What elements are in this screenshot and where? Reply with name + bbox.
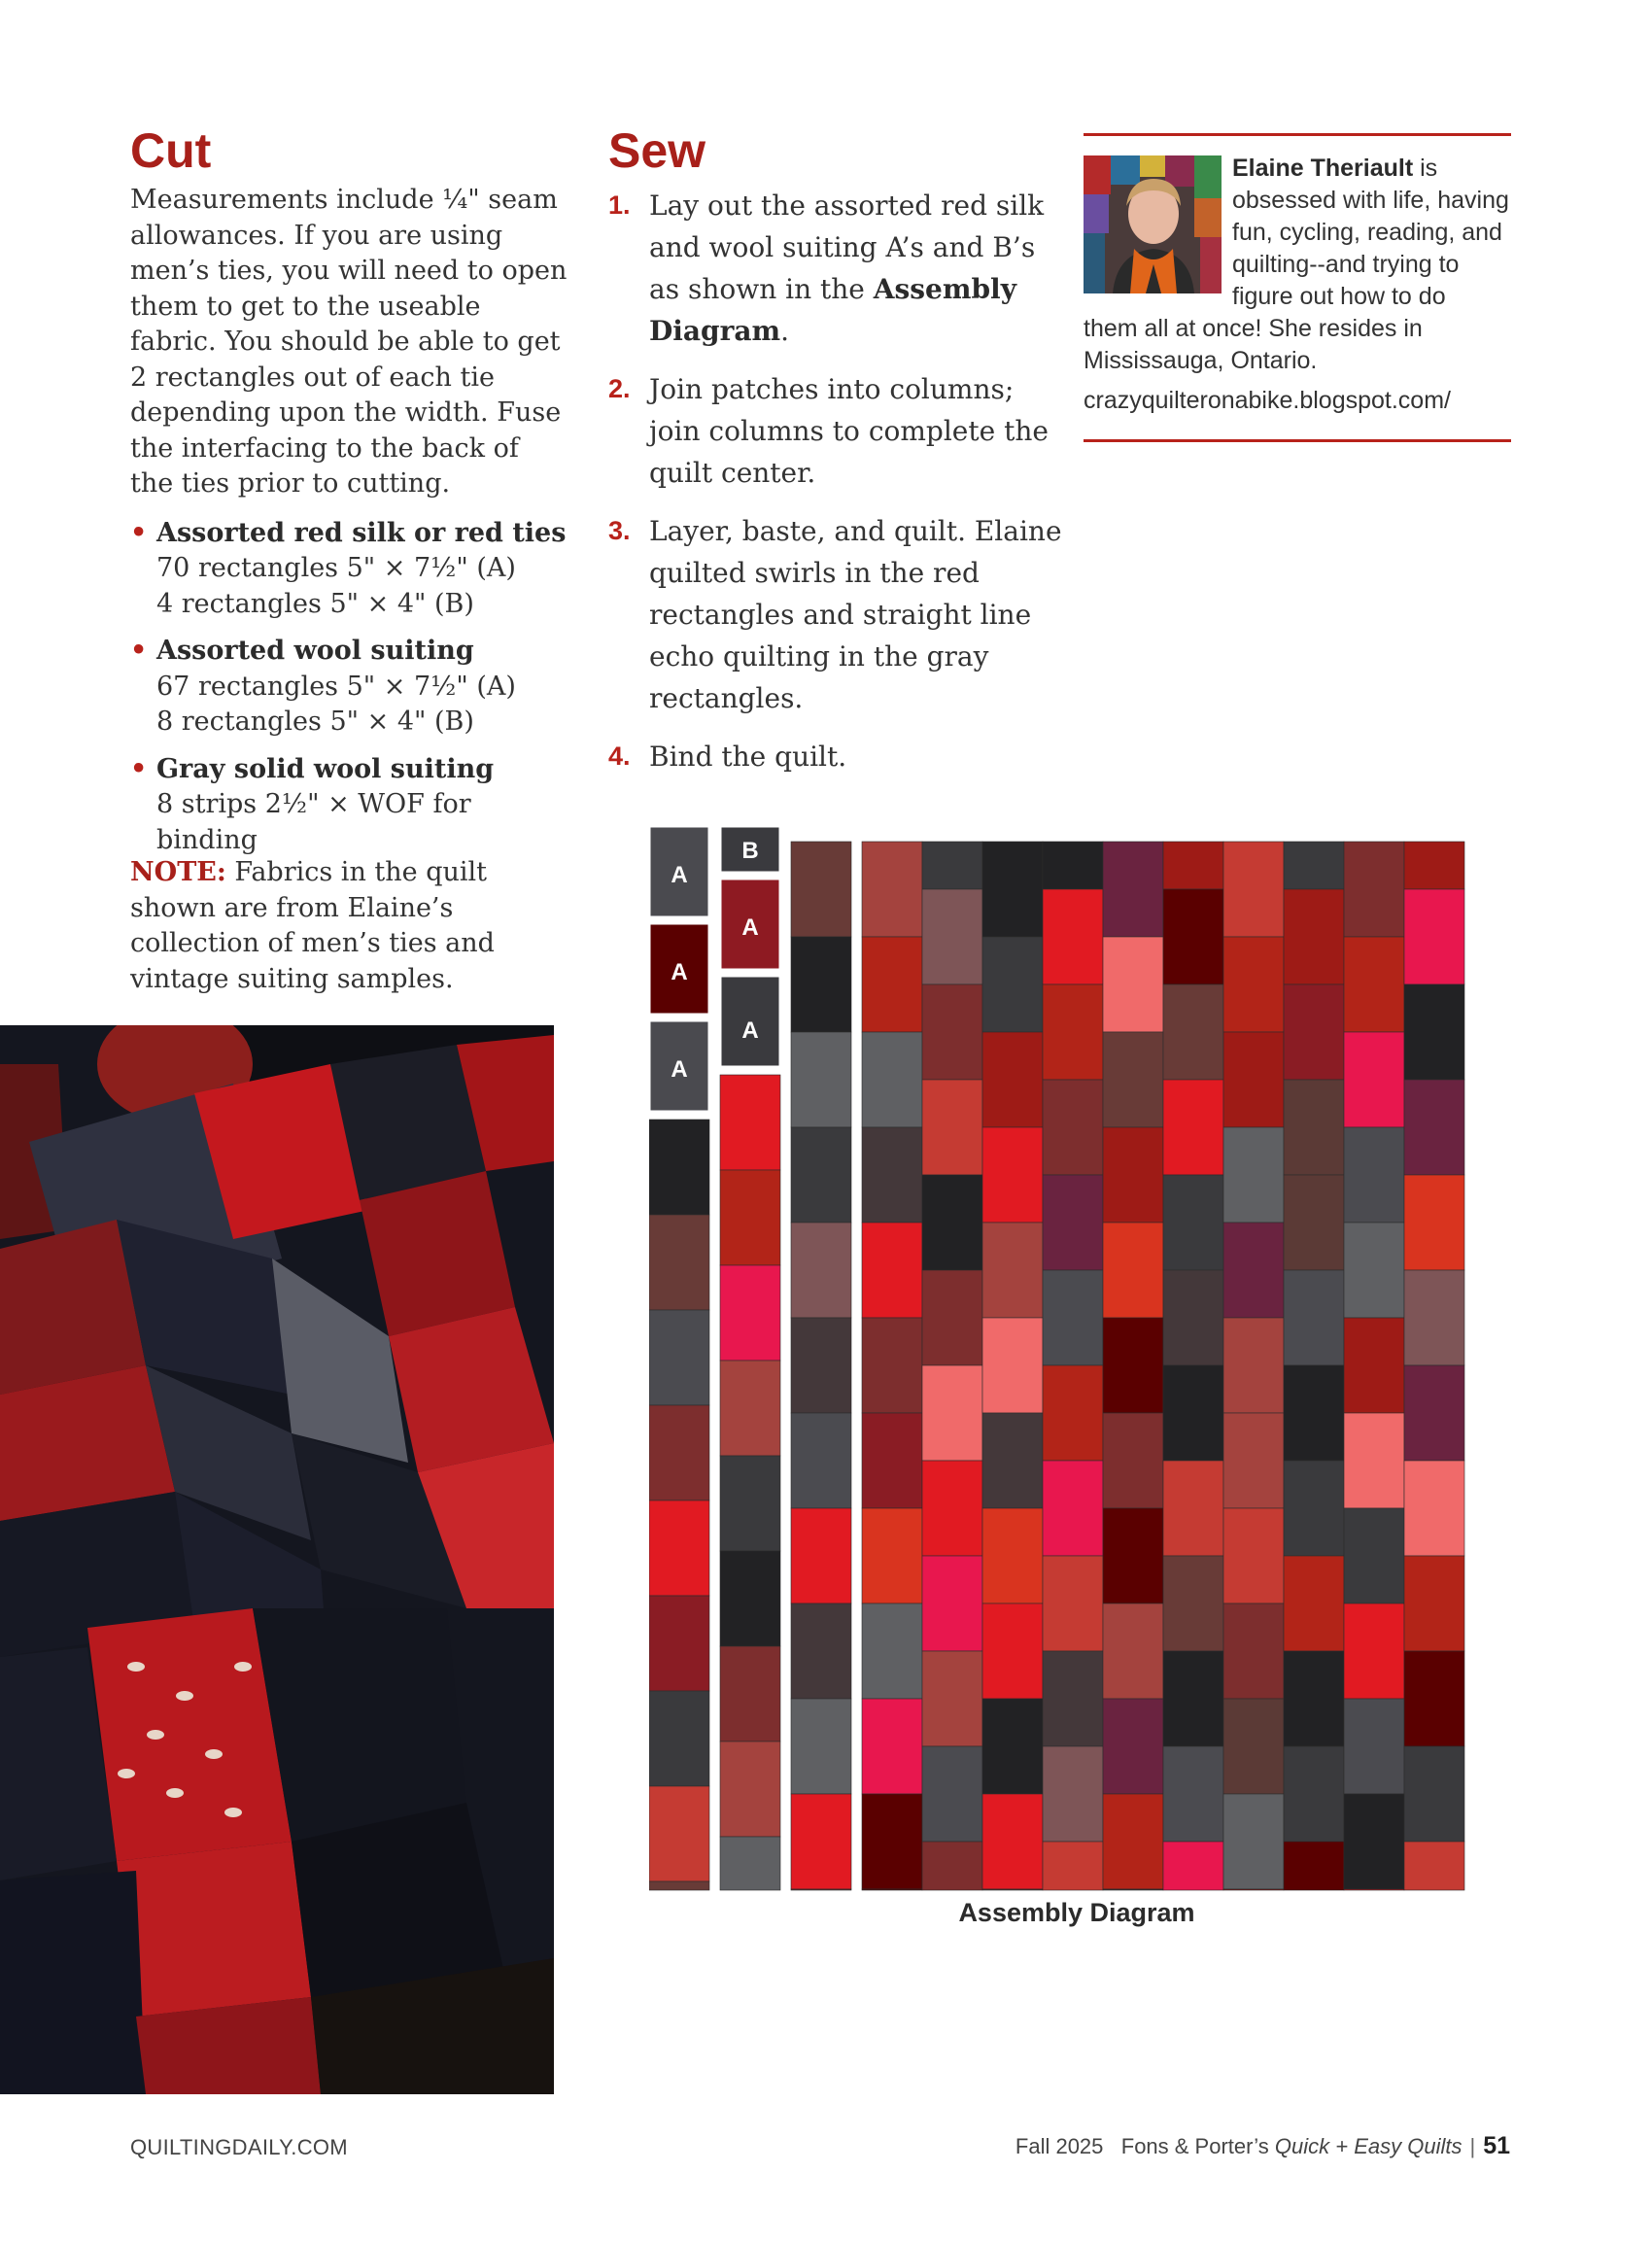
quilt-patch (1223, 842, 1284, 937)
quilt-patch (862, 1032, 922, 1127)
quilt-patch (922, 1651, 982, 1746)
quilt-patch (791, 1127, 851, 1223)
quilt-patch (1344, 842, 1404, 937)
quilt-patch (862, 1223, 922, 1318)
cut-item-fabric: Assorted wool suiting (156, 636, 474, 666)
quilt-patch (1043, 1080, 1103, 1175)
quilt-photo (0, 1025, 554, 2094)
quilt-patch (1284, 1746, 1344, 1842)
quilt-patch (862, 1127, 922, 1223)
quilt-patch (1163, 1270, 1223, 1365)
quilt-patch (1223, 1508, 1284, 1603)
quilt-patch (1103, 1889, 1163, 1890)
author-bio (1084, 133, 1511, 442)
sew-section (608, 123, 1065, 794)
quilt-patch (922, 1842, 982, 1890)
quilt-patch (720, 1837, 780, 1890)
bio-text-part2: them all at once! She resides in Mississauga, Ontario. (1084, 315, 1423, 374)
quilt-patch (791, 1413, 851, 1508)
cut-item-line: 8 rectangles 5" × 4" (B) (156, 707, 474, 737)
cut-intro: Measurements include ¼" seam allowances. If you are using men’s ties, you will need to open them to get to the useable fabric. You should be able to get 2 rectangles out of each tie depending upon the width. Fuse the interfacing to the back of the ties prior to cutting. (130, 185, 568, 499)
quilt-patch (1404, 984, 1464, 1080)
quilt-patch (1404, 1556, 1464, 1651)
quilt-patch (1103, 1794, 1163, 1889)
quilt-patch (982, 1508, 1043, 1603)
cut-item-line: 4 rectangles 5" × 4" (B) (156, 588, 474, 619)
quilt-patch (1404, 1461, 1464, 1556)
quilt-patch (1284, 1270, 1344, 1365)
quilt-patch (1344, 1889, 1404, 1890)
quilt-patch (1284, 1175, 1344, 1270)
quilt-patch (1404, 1270, 1464, 1365)
quilt-patch (1344, 1223, 1404, 1318)
quilt-patch (1103, 1032, 1163, 1127)
cut-item (130, 752, 568, 859)
author-name: Elaine Theriault (1232, 155, 1414, 182)
footer-site[interactable]: QUILTINGDAILY.COM (130, 2135, 348, 2159)
quilt-patch (922, 1080, 982, 1175)
quilt-patch (1223, 1603, 1284, 1699)
quilt-patch (649, 1405, 709, 1500)
quilt-patch (1103, 1603, 1163, 1699)
footer-separator: | (1469, 2134, 1476, 2158)
quilt-patch (1103, 842, 1163, 937)
quilt-patch (791, 937, 851, 1032)
quilt-patch (922, 1365, 982, 1461)
quilt-patch (1284, 1651, 1344, 1746)
quilt-patch (1284, 1556, 1344, 1651)
quilt-patch (922, 889, 982, 984)
quilt-patch (1344, 1508, 1404, 1603)
quilt-patch (1404, 1651, 1464, 1746)
cut-item-line: 8 strips 2½" × WOF for binding (156, 789, 471, 855)
quilt-patch (982, 1127, 1043, 1223)
quilt-patch (791, 1032, 851, 1127)
quilt-patch (922, 1556, 982, 1651)
sew-heading: Sew (608, 123, 706, 178)
quilt-patch (1284, 889, 1344, 984)
note-text: Fabrics in the quilt shown are from Elaine’s collection of men’s ties and vintage suiting samples. (130, 857, 495, 994)
quilt-patch (1163, 1080, 1223, 1175)
cut-section (130, 123, 568, 870)
legend-a-blocks (649, 826, 709, 1112)
bio-text-part1: is obsessed with life, having fun, cycling, reading, and quilting--and trying to figure out how to do (1232, 155, 1509, 310)
quilt-patch (1404, 1080, 1464, 1175)
quilt-patch (1344, 1699, 1404, 1794)
diagram-caption: Assembly Diagram (958, 1898, 1195, 1927)
quilt-patch (1223, 1127, 1284, 1223)
bullet-icon: • (130, 636, 148, 666)
quilt-patch (1103, 1699, 1163, 1794)
quilt-patch (922, 842, 982, 889)
quilt-patch (982, 1794, 1043, 1889)
quilt-patch (982, 1603, 1043, 1699)
quilt-patch (922, 984, 982, 1080)
quilt-patch (720, 1456, 780, 1551)
quilt-patch (1043, 1461, 1103, 1556)
quilt-patch (720, 1646, 780, 1741)
quilt-patch (1043, 1651, 1103, 1746)
cut-item-fabric: Gray solid wool suiting (156, 753, 495, 784)
quilt-patch (1043, 1556, 1103, 1651)
quilt-patch (791, 1318, 851, 1413)
quilt-patch (1344, 1794, 1404, 1889)
quilt-patch (649, 1786, 709, 1881)
quilt-patch (720, 1170, 780, 1265)
sew-step (608, 736, 1065, 777)
quilt-patch (649, 1691, 709, 1786)
quilt-patch (1223, 937, 1284, 1032)
quilt-patch (1223, 1889, 1284, 1890)
quilt-patch (720, 1361, 780, 1456)
legend-b-blocks (720, 826, 780, 1067)
author-blog-link[interactable]: crazyquilteronabike.blogspot.com/ (1084, 387, 1451, 414)
quilt-patch (1043, 1365, 1103, 1461)
quilt-patch (1344, 1318, 1404, 1413)
quilt-patch (862, 842, 922, 937)
quilt-patch (1223, 1413, 1284, 1508)
quilt-patch (1103, 1413, 1163, 1508)
quilt-patch (982, 842, 1043, 937)
quilt-patch (649, 1881, 709, 1890)
quilt-patch (1163, 984, 1223, 1080)
quilt-patch (791, 1699, 851, 1794)
quilt-patch (1284, 1461, 1344, 1556)
quilt-patch (1284, 984, 1344, 1080)
quilt-patch (1284, 1842, 1344, 1890)
legend-label-a: A (741, 914, 759, 941)
step-number: 2. (608, 374, 631, 403)
quilt-patch (649, 1215, 709, 1310)
sew-step (608, 368, 1065, 494)
note-label: NOTE: (130, 857, 226, 887)
quilt-patch (1344, 1603, 1404, 1699)
quilt-patch (791, 1223, 851, 1318)
quilt-patch (1103, 937, 1163, 1032)
quilt-patch (1043, 842, 1103, 889)
legend-label-a: A (671, 862, 688, 888)
bullet-icon: • (130, 753, 148, 784)
step-bold-text: Assembly Diagram (649, 273, 1016, 347)
quilt-patch (720, 1265, 780, 1361)
quilt-patch (982, 1223, 1043, 1318)
quilt-patch (1103, 1508, 1163, 1603)
quilt-patch (649, 1310, 709, 1405)
quilt-patch (922, 1461, 982, 1556)
quilt-patch (982, 1889, 1043, 1890)
footer-publication (1015, 2132, 1510, 2160)
quilt-patch (922, 1270, 982, 1365)
quilt-patch (1163, 1461, 1223, 1556)
legend-label-b: B (741, 838, 759, 864)
assembly-diagram (649, 814, 1485, 1893)
quilt-patch (649, 1500, 709, 1596)
quilt-patch (791, 1508, 851, 1603)
note-paragraph (130, 855, 568, 997)
quilt-patch (791, 842, 851, 937)
quilt-patch (1344, 1032, 1404, 1127)
cut-item (130, 634, 568, 741)
quilt-patch (922, 1746, 982, 1842)
quilt-patch (791, 1794, 851, 1889)
cut-heading: Cut (130, 123, 212, 178)
legend-label-a: A (671, 959, 688, 985)
quilt-patch (1163, 889, 1223, 984)
quilt-patch (1043, 1175, 1103, 1270)
sew-step (608, 185, 1065, 352)
quilt-patch (1404, 1175, 1464, 1270)
quilt-patch (791, 1889, 851, 1890)
quilt-patch (1163, 1651, 1223, 1746)
step-text: Layer, baste, and quilt. Elaine quilted swirls in the red rectangles and straight line echo quilting in the gray rectangles. (649, 515, 1062, 714)
page-number: 51 (1483, 2132, 1510, 2159)
author-photo (1084, 155, 1222, 293)
quilt-patch (1284, 1365, 1344, 1461)
quilt-patch (720, 1741, 780, 1837)
quilt-patch (922, 1175, 982, 1270)
quilt-patch (862, 937, 922, 1032)
quilt-patch (791, 1603, 851, 1699)
cut-item-fabric: Assorted red silk or red ties (156, 517, 567, 548)
quilt-patch (1223, 1032, 1284, 1127)
quilt-patch (982, 937, 1043, 1032)
bio-text (1232, 153, 1514, 313)
cut-list (130, 516, 568, 859)
quilt-patch (1043, 1270, 1103, 1365)
quilt-patch (1163, 1746, 1223, 1842)
quilt-patch (862, 1413, 922, 1508)
quilt-patch (1103, 1223, 1163, 1318)
quilt-patch (1163, 1556, 1223, 1651)
quilt-patch (982, 1699, 1043, 1794)
quilt-patch (862, 1508, 922, 1603)
step-number: 1. (608, 190, 631, 220)
quilt-patch (1043, 889, 1103, 984)
quilt-patch (1223, 1318, 1284, 1413)
quilt-patch (982, 1413, 1043, 1508)
quilt-patch (1163, 1175, 1223, 1270)
quilt-patch (1223, 1699, 1284, 1794)
sew-steps (608, 185, 1065, 777)
step-number: 4. (608, 741, 631, 771)
quilt-patch (1043, 1746, 1103, 1842)
step-text: Join patches into columns; join columns to complete the quilt center. (649, 373, 1049, 489)
quilt-patch (1103, 1318, 1163, 1413)
quilt-patch (649, 1120, 709, 1215)
cut-item (130, 516, 568, 623)
quilt-patch (862, 1889, 922, 1890)
footer-publisher: Fons & Porter’s (1120, 2134, 1275, 2158)
footer-issue: Fall 2025 (1015, 2134, 1104, 2158)
step-text-end: . (780, 315, 790, 347)
quilt-patch (720, 1075, 780, 1170)
quilt-patch (1344, 1127, 1404, 1223)
quilt-patch (862, 1318, 922, 1413)
quilt-patch (1163, 1842, 1223, 1890)
quilt-patch (1344, 1413, 1404, 1508)
quilt-patch (1404, 1365, 1464, 1461)
bullet-icon: • (130, 517, 148, 548)
quilt-patch (1284, 842, 1344, 889)
quilt-patch (1344, 937, 1404, 1032)
step-text: Lay out the assorted red silk and wool suiting A’s and B’s as shown in the (649, 190, 1045, 305)
quilt-patch (1284, 1080, 1344, 1175)
quilt-patch (1223, 1223, 1284, 1318)
cut-item-line: 67 rectangles 5" × 7½" (A) (156, 671, 516, 702)
quilt-patch (982, 1032, 1043, 1127)
quilt-patch (1404, 1842, 1464, 1890)
sew-step (608, 510, 1065, 719)
quilt-patch (1223, 1794, 1284, 1889)
legend-label-a: A (671, 1056, 688, 1083)
step-text: Bind the quilt. (649, 741, 847, 773)
quilt-patch (1404, 889, 1464, 984)
quilt-patch (1404, 1746, 1464, 1842)
step-number: 3. (608, 516, 631, 545)
quilt-patch (649, 1596, 709, 1691)
quilt-patch (720, 1551, 780, 1646)
quilt-patch (1043, 1842, 1103, 1890)
quilt-patch (862, 1794, 922, 1889)
quilt-patch (1103, 1127, 1163, 1223)
quilt-patch (982, 1318, 1043, 1413)
legend-label-a: A (741, 1017, 759, 1044)
quilt-patch (1163, 842, 1223, 889)
quilt-patch (862, 1603, 922, 1699)
cut-item-line: 70 rectangles 5" × 7½" (A) (156, 553, 516, 583)
quilt-patch (1163, 1365, 1223, 1461)
quilt-patch (1043, 984, 1103, 1080)
quilt-patch (862, 1699, 922, 1794)
quilt-patch (1404, 842, 1464, 889)
footer-title: Quick + Easy Quilts (1274, 2134, 1463, 2158)
